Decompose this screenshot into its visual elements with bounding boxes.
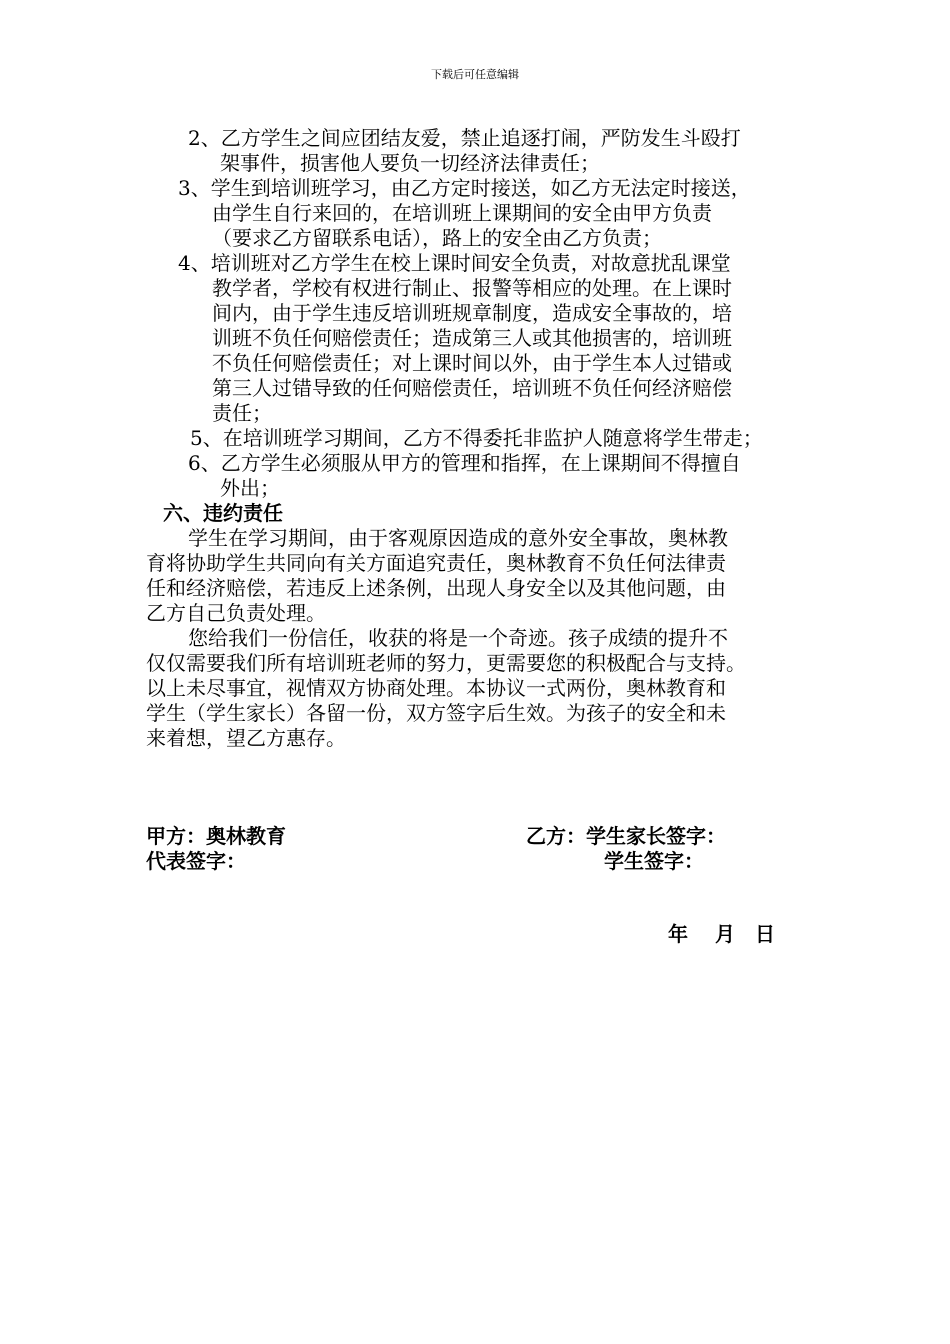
date-line: 年 月 日 (668, 922, 775, 946)
item-6-line-2: 外出； (220, 476, 280, 500)
item-4-line-4: 训班不负任何赔偿责任；造成第三人或其他损害的，培训班 (212, 326, 732, 350)
item-5-line-1: 5、在培训班学习期间，乙方不得委托非监护人随意将学生带走； (190, 426, 763, 450)
party-b-label: 乙方：学生家长签字： (526, 824, 726, 848)
paragraph-1-line-1: 学生在学习期间，由于客观原因造成的意外安全事故，奥林教 (188, 526, 728, 550)
paragraph-2-line-2: 仅仅需要我们所有培训班老师的努力，更需要您的积极配合与支持。 (146, 651, 746, 675)
paragraph-2-line-1: 您给我们一份信任，收获的将是一个奇迹。孩子成绩的提升不 (188, 626, 728, 650)
paragraph-1-line-4: 乙方自己负责处理。 (146, 601, 326, 625)
item-4-line-2: 教学者，学校有权进行制止、报警等相应的处理。在上课时 (212, 276, 732, 300)
paragraph-2-line-3: 以上未尽事宜，视情双方协商处理。本协议一式两份，奥林教育和 (146, 676, 726, 700)
item-4-line-6: 第三人过错导致的任何赔偿责任，培训班不负任何经济赔偿 (212, 376, 732, 400)
paragraph-2-line-5: 来着想，望乙方惠存。 (146, 726, 346, 750)
item-2-line-1: 2、乙方学生之间应团结友爱，禁止追逐打闹，严防发生斗殴打 (188, 126, 741, 150)
party-a-label: 甲方：奥林教育 (146, 824, 286, 848)
student-signature-label: 学生签字： (604, 849, 704, 873)
item-4-line-1: 4、培训班对乙方学生在校上课时间安全负责，对故意扰乱课堂 (178, 251, 731, 275)
section-title: 六、违约责任 (163, 501, 283, 525)
item-6-line-1: 6、乙方学生必须服从甲方的管理和指挥，在上课期间不得擅自 (188, 451, 741, 475)
item-4-line-7: 责任； (212, 401, 272, 425)
item-2-line-2: 架事件，损害他人要负一切经济法律责任； (220, 151, 600, 175)
representative-signature-label: 代表签字： (146, 849, 246, 873)
item-3-line-3: （要求乙方留联系电话），路上的安全由乙方负责； (212, 226, 662, 250)
item-4-line-3: 间内，由于学生违反培训班规章制度，造成安全事故的，培 (212, 301, 732, 325)
paragraph-1-line-3: 任和经济赔偿，若违反上述条例，出现人身安全以及其他问题，由 (146, 576, 726, 600)
page-header: 下载后可任意编辑 (431, 68, 519, 81)
item-3-line-2: 由学生自行来回的，在培训班上课期间的安全由甲方负责 (212, 201, 712, 225)
item-4-line-5: 不负任何赔偿责任；对上课时间以外，由于学生本人过错或 (212, 351, 732, 375)
paragraph-1-line-2: 育将协助学生共同向有关方面追究责任，奥林教育不负任何法律责 (146, 551, 726, 575)
item-3-line-1: 3、学生到培训班学习，由乙方定时接送，如乙方无法定时接送， (178, 176, 751, 200)
paragraph-2-line-4: 学生（学生家长）各留一份，双方签字后生效。为孩子的安全和未 (146, 701, 726, 725)
